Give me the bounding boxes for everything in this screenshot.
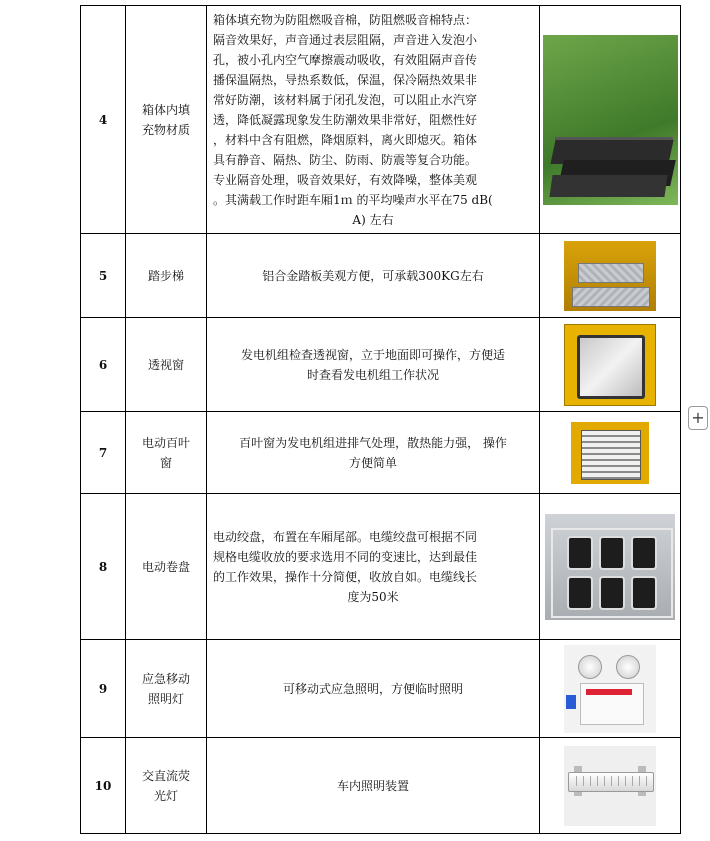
table-row bbox=[81, 738, 681, 834]
item-description: 车内照明装置 bbox=[207, 738, 540, 834]
table-row bbox=[81, 234, 681, 318]
item-name: 电动百叶 窗 bbox=[126, 412, 207, 494]
table-row bbox=[81, 494, 681, 640]
item-photo-cell bbox=[540, 640, 681, 738]
spec-table bbox=[80, 5, 681, 834]
row-number: 6 bbox=[81, 318, 126, 412]
item-photo-cell bbox=[540, 318, 681, 412]
add-button[interactable]: + bbox=[688, 406, 708, 430]
item-photo-cell bbox=[540, 234, 681, 318]
item-name: 透视窗 bbox=[126, 318, 207, 412]
row-number: 8 bbox=[81, 494, 126, 640]
item-description: 发电机组检查透视窗，立于地面即可操作，方便适 时查看发电机组工作状况 bbox=[207, 318, 540, 412]
inspection-window-photo bbox=[564, 324, 656, 406]
foam-boards-photo bbox=[543, 35, 678, 205]
row-number: 7 bbox=[81, 412, 126, 494]
aluminium-step-photo bbox=[564, 241, 656, 311]
item-name: 箱体内填 充物材质 bbox=[126, 6, 207, 234]
row-number: 4 bbox=[81, 6, 126, 234]
row-number: 5 bbox=[81, 234, 126, 318]
emergency-light-photo bbox=[564, 645, 656, 733]
table-row bbox=[81, 412, 681, 494]
item-photo-cell bbox=[540, 6, 681, 234]
row-number: 9 bbox=[81, 640, 126, 738]
item-description: 电动绞盘，布置在车厢尾部。电缆绞盘可根据不同 规格电缆收放的要求选用不同的变速比，达到最佳 的工作效果，操作十分简便，收放自如。电缆线长 度为50米 bbox=[207, 494, 540, 640]
item-name: 交直流荧 光灯 bbox=[126, 738, 207, 834]
item-description: 铝合金踏板美观方便，可承载300KG左右 bbox=[207, 234, 540, 318]
table-row bbox=[81, 6, 681, 234]
item-description: 百叶窗为发电机组进排气处理，散热能力强， 操作 方便简单 bbox=[207, 412, 540, 494]
row-number: 10 bbox=[81, 738, 126, 834]
item-photo-cell bbox=[540, 412, 681, 494]
fluorescent-lamp-photo bbox=[564, 746, 656, 826]
item-photo-cell bbox=[540, 494, 681, 640]
table-row bbox=[81, 318, 681, 412]
item-name: 踏步梯 bbox=[126, 234, 207, 318]
cable-reel-photo bbox=[545, 514, 675, 620]
item-description: 可移动式应急照明，方便临时照明 bbox=[207, 640, 540, 738]
item-photo-cell bbox=[540, 738, 681, 834]
electric-louver-photo bbox=[571, 422, 649, 484]
item-name: 电动卷盘 bbox=[126, 494, 207, 640]
table-row bbox=[81, 640, 681, 738]
item-name: 应急移动 照明灯 bbox=[126, 640, 207, 738]
item-description: 箱体填充物为防阻燃吸音棉，防阻燃吸音棉特点： 隔音效果好，声音通过表层阻隔，声音进入发泡小 孔，被小孔内空气摩擦震动吸收，有效阻隔声音传 播保温隔热，导热系数低，保温，保冷隔热效果非 常好防潮，该材料属于闭孔发泡，可以阻止水汽穿 透，降低凝露现象发生防潮效果非常好，阻燃性好 ，材料中含有阻燃，降烟原料，离火即熄灭。箱体 具有静音、隔热、防尘、防雨、防震等复合功能。 专业隔音处理，吸音效果好，有效降噪，整体美观 。其满载工作时距车厢1ｍ 的平均噪声水平在75 dB( A) 左右 bbox=[207, 6, 540, 234]
